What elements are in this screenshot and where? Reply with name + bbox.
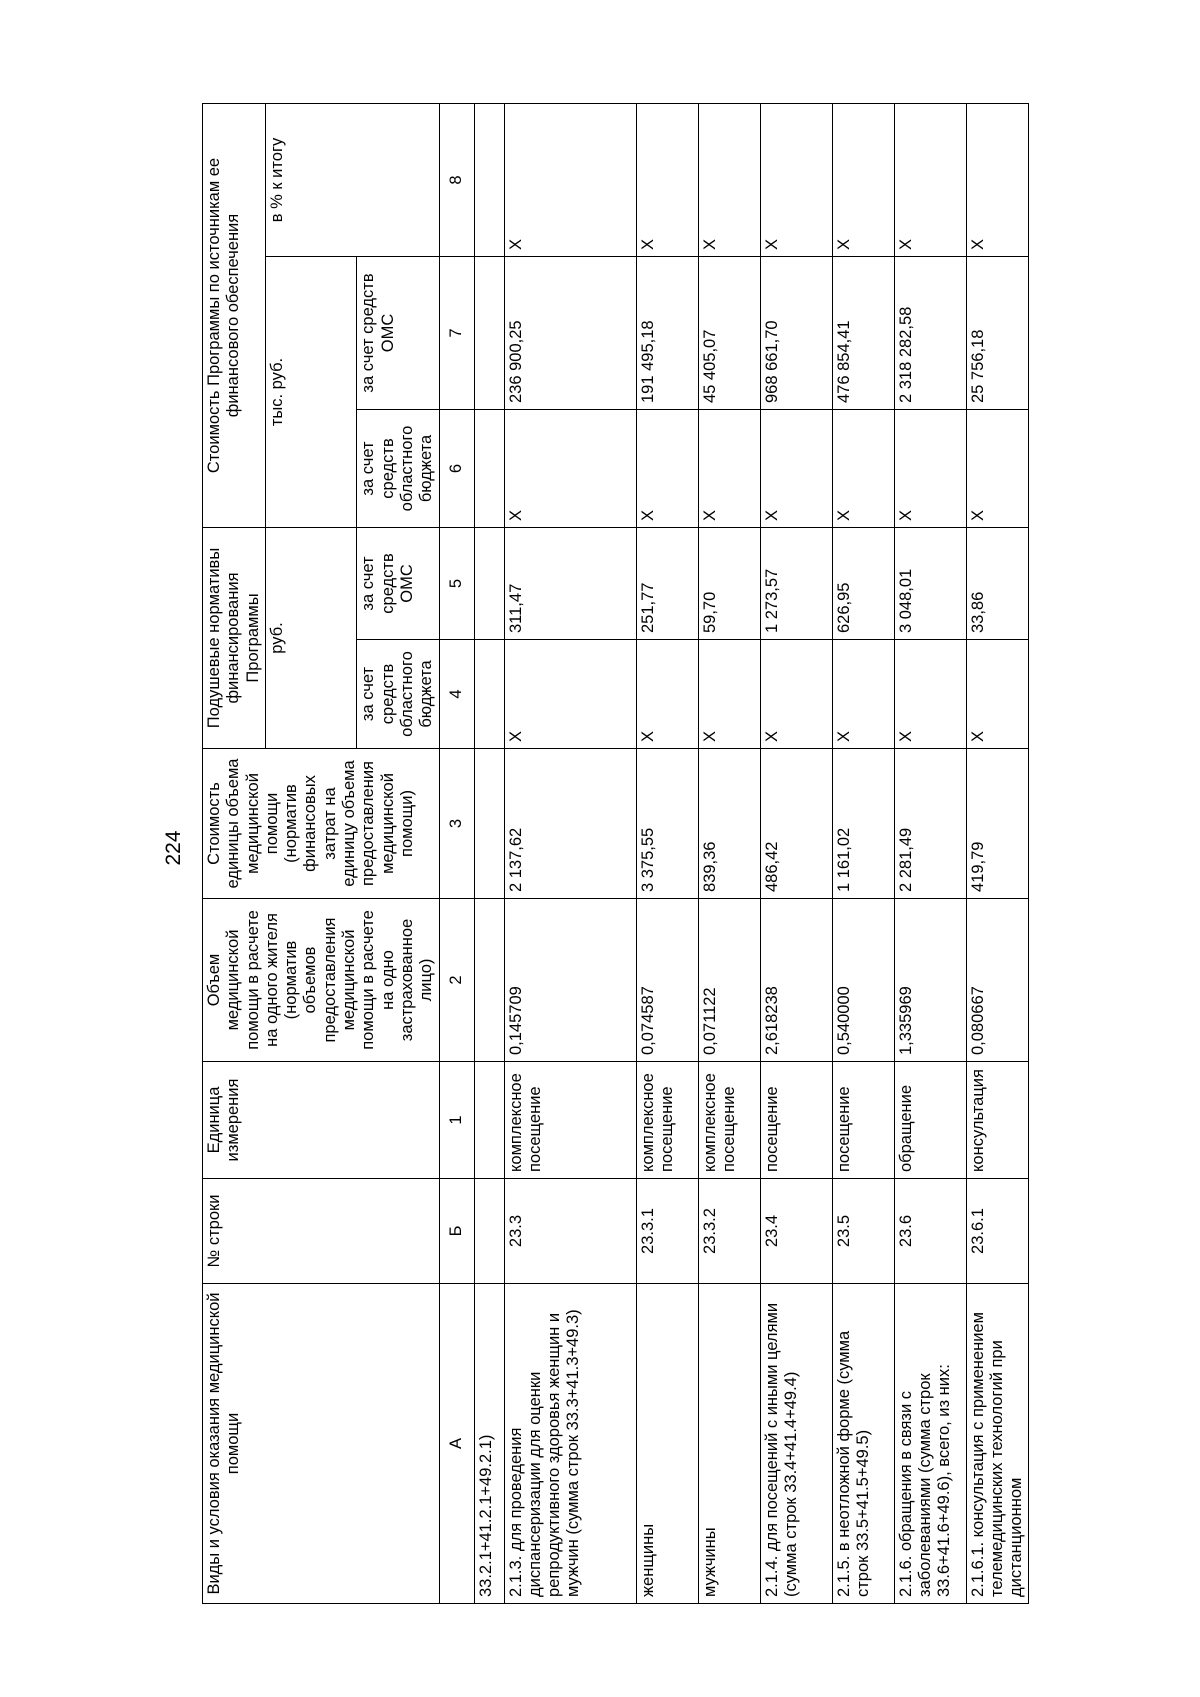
table-row <box>832 104 894 1604</box>
row-cost-oms <box>474 257 504 410</box>
row-unit-cost: 3 375,55 <box>636 749 698 899</box>
row-norm-regional: X <box>966 640 1029 749</box>
financing-table <box>202 103 1029 1604</box>
row-cost-oms: 476 854,41 <box>832 257 894 410</box>
row-cost-regional: X <box>894 410 966 528</box>
index-cell: 6 <box>439 410 474 528</box>
row-cost-regional: X <box>504 410 636 528</box>
row-norm-regional: X <box>760 640 832 749</box>
row-cost-oms: 191 495,18 <box>636 257 698 410</box>
row-number: 23.6.1 <box>966 1179 1029 1284</box>
row-cost-oms: 25 756,18 <box>966 257 1029 410</box>
row-unit: комплексное посещение <box>698 1062 760 1179</box>
row-number: 23.3 <box>504 1179 636 1284</box>
row-description: 33.2.1+41.2.1+49.2.1) <box>474 1284 504 1604</box>
row-norm-regional: X <box>832 640 894 749</box>
header-col-3: Стоимость единицы объема медицинской помощи (норматив финансовых затрат на единицу объема предоставления медицинской помощи) <box>203 749 440 899</box>
header-col-6: за счет средств областного бюджета <box>357 410 439 528</box>
row-percent: X <box>698 104 760 257</box>
table-row <box>966 104 1029 1604</box>
row-cost-oms: 45 405,07 <box>698 257 760 410</box>
row-cost-regional: X <box>832 410 894 528</box>
rotated-table-container <box>202 104 1122 1604</box>
row-cost-regional: X <box>636 410 698 528</box>
header-col-8: в % к итогу <box>265 104 439 257</box>
row-volume: 0,080667 <box>966 899 1029 1062</box>
row-unit: обращение <box>894 1062 966 1179</box>
row-unit: комплексное посещение <box>504 1062 636 1179</box>
header-col-b: № строки <box>203 1179 440 1284</box>
table-row <box>698 104 760 1604</box>
row-norm-regional: X <box>894 640 966 749</box>
header-row-1 <box>203 104 266 1604</box>
row-norm-oms: 3 048,01 <box>894 528 966 640</box>
row-volume: 0,145709 <box>504 899 636 1062</box>
row-volume: 0,074587 <box>636 899 698 1062</box>
header-col-4: за счет средств областного бюджета <box>357 640 439 749</box>
row-number: 23.5 <box>832 1179 894 1284</box>
index-cell: 1 <box>439 1062 474 1179</box>
row-number: 23.4 <box>760 1179 832 1284</box>
row-description: 2.1.6.1. консультация с применением телемедицинских технологий при дистанционном <box>966 1284 1029 1604</box>
row-norm-oms: 251,77 <box>636 528 698 640</box>
row-cost-regional: X <box>966 410 1029 528</box>
index-cell: Б <box>439 1179 474 1284</box>
row-description: 2.1.3. для проведения диспансеризации для оценки репродуктивного здоровья женщин и мужчин (сумма строк 33.3+41.3+49.3) <box>504 1284 636 1604</box>
row-percent <box>474 104 504 257</box>
row-cost-oms: 968 661,70 <box>760 257 832 410</box>
row-unit-cost: 486,42 <box>760 749 832 899</box>
row-volume: 1,335969 <box>894 899 966 1062</box>
row-unit: посещение <box>760 1062 832 1179</box>
table-row <box>504 104 636 1604</box>
row-description: 2.1.6. обращения в связи с заболеваниями (сумма строк 33.6+41.6+49.6), всего, из них: <box>894 1284 966 1604</box>
row-number: 23.6 <box>894 1179 966 1284</box>
header-col-1: Единица измерения <box>203 1062 440 1179</box>
header-col-5: за счет средств ОМС <box>357 528 439 640</box>
row-norm-regional: X <box>636 640 698 749</box>
row-unit: консультация <box>966 1062 1029 1179</box>
header-norm-unit: руб. <box>265 528 356 749</box>
page-number: 224 <box>162 830 185 866</box>
row-norm-oms: 626,95 <box>832 528 894 640</box>
header-group-cost: Стоимость Программы по источникам ее финансового обеспечения <box>203 104 266 528</box>
row-unit: комплексное посещение <box>636 1062 698 1179</box>
index-cell: 7 <box>439 257 474 410</box>
row-norm-regional <box>474 640 504 749</box>
row-volume: 0,071122 <box>698 899 760 1062</box>
row-description: 2.1.5. в неотложной форме (сумма строк 33.5+41.5+49.5) <box>832 1284 894 1604</box>
table-row <box>636 104 698 1604</box>
row-unit <box>474 1062 504 1179</box>
row-number: 23.3.2 <box>698 1179 760 1284</box>
row-norm-oms: 1 273,57 <box>760 528 832 640</box>
row-unit-cost <box>474 749 504 899</box>
row-norm-oms <box>474 528 504 640</box>
header-group-norm: Подушевые нормативы финансирования Программы <box>203 528 266 749</box>
row-percent: X <box>504 104 636 257</box>
row-unit-cost: 419,79 <box>966 749 1029 899</box>
header-col-a: Виды и условия оказания медицинской помощи <box>203 1284 440 1604</box>
row-cost-regional: X <box>698 410 760 528</box>
column-index-row <box>439 104 474 1604</box>
index-cell: 5 <box>439 528 474 640</box>
index-cell: 4 <box>439 640 474 749</box>
row-number <box>474 1179 504 1284</box>
row-percent: X <box>636 104 698 257</box>
row-unit-cost: 839,36 <box>698 749 760 899</box>
row-cost-oms: 236 900,25 <box>504 257 636 410</box>
row-cost-regional <box>474 410 504 528</box>
row-norm-oms: 33,86 <box>966 528 1029 640</box>
row-norm-regional: X <box>504 640 636 749</box>
index-cell: 3 <box>439 749 474 899</box>
row-unit: посещение <box>832 1062 894 1179</box>
row-volume: 2,618238 <box>760 899 832 1062</box>
index-cell: А <box>439 1284 474 1604</box>
header-col-2: Объем медицинской помощи в расчете на одного жителя (норматив объемов предоставления медицинской помощи в расчете на одно застрахованное лицо) <box>203 899 440 1062</box>
header-cost-unit: тыс. руб. <box>265 257 356 528</box>
row-percent: X <box>966 104 1029 257</box>
row-percent: X <box>894 104 966 257</box>
row-volume: 0,540000 <box>832 899 894 1062</box>
row-number: 23.3.1 <box>636 1179 698 1284</box>
table-body <box>439 104 1029 1604</box>
index-cell: 8 <box>439 104 474 257</box>
row-description: женщины <box>636 1284 698 1604</box>
row-percent: X <box>832 104 894 257</box>
row-unit-cost: 2 137,62 <box>504 749 636 899</box>
table-row <box>474 104 504 1604</box>
row-percent: X <box>760 104 832 257</box>
table-row <box>894 104 966 1604</box>
row-cost-regional: X <box>760 410 832 528</box>
row-unit-cost: 1 161,02 <box>832 749 894 899</box>
row-description: 2.1.4. для посещений с иными целями (сумма строк 33.4+41.4+49.4) <box>760 1284 832 1604</box>
table-row <box>760 104 832 1604</box>
row-volume <box>474 899 504 1062</box>
row-unit-cost: 2 281,49 <box>894 749 966 899</box>
header-col-7: за счет средств ОМС <box>357 257 439 410</box>
row-norm-regional: X <box>698 640 760 749</box>
row-norm-oms: 59,70 <box>698 528 760 640</box>
index-cell: 2 <box>439 899 474 1062</box>
row-cost-oms: 2 318 282,58 <box>894 257 966 410</box>
row-norm-oms: 311,47 <box>504 528 636 640</box>
row-description: мужчины <box>698 1284 760 1604</box>
